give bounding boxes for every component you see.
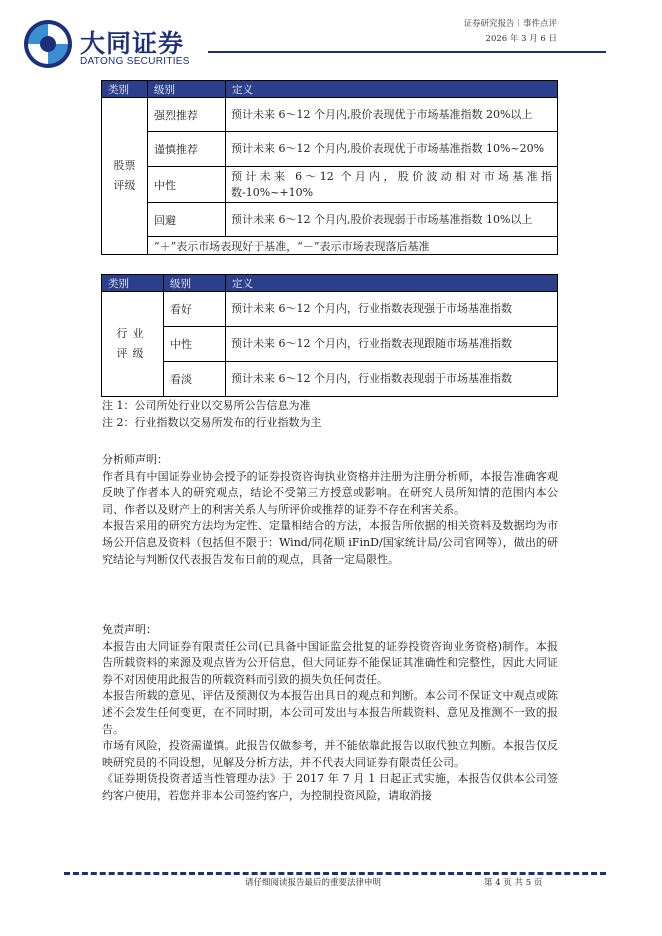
table-row [102, 167, 558, 203]
report-type: 证券研究报告｜事件点评 [463, 19, 557, 29]
page-number: 第 4 页 共 5 页 [484, 878, 543, 888]
table-notes [102, 398, 558, 431]
disclaimer-paragraph: 《证券期货投资者适当性管理办法》于 2017 年 7 月 1 日起正式实施，本报告仅供本公司签约客户使用，若您并非本公司签约客户，为控制投资风险，请取消接 [102, 772, 558, 802]
header-definition: 定义 [226, 81, 558, 98]
header-category: 类别 [102, 275, 164, 292]
analyst-paragraph: 作者具有中国证券业协会授予的证券投资咨询执业资格并注册为注册分析师，本报告准确客观反映了作者本人的研究观点，结论不受第三方授意或影响。在研究人员所知情的范围内本公司、作者以及财产上的利害关系人与所评价或推荐的证券不存在利害关系。 [102, 469, 558, 516]
header-level: 级别 [164, 275, 226, 292]
category-cell [102, 98, 148, 255]
table-row [102, 292, 558, 327]
note-1: 注 1：公司所处行业以交易所公告信息为准 [102, 399, 311, 412]
table-note-row [102, 237, 558, 255]
category-cell [102, 292, 164, 397]
datong-logo-icon [22, 18, 74, 70]
header-definition: 定义 [226, 275, 558, 292]
level-cell: 中性 [164, 327, 226, 362]
disclaimer-title: 免责声明： [102, 623, 157, 636]
disclaimer-paragraph: 本报告由大同证券有限责任公司(已具备中国证监会批复的证券投资咨询业务资格)制作。本报告所载资料的来源及观点皆为公开信息，但大同证券不能保证其准确性和完整性，因此大同证券不对因使用此报告的所载资料而引致的损失负任何责任。 [102, 639, 558, 686]
definition-cell: 预计未来 6～12 个月内，行业指数表现跟随市场基准指数 [226, 327, 558, 362]
category-label: 行业评级 [116, 327, 149, 360]
table-row [102, 203, 558, 237]
level-cell: 强烈推荐 [148, 98, 226, 132]
disclaimer-paragraph: 本报告所载的意见、评估及预测仅为本报告出具日的观点和判断。本公司不保证文中观点或陈述不会发生任何变更，在不同时期，本公司可发出与本报告所载资料、意见及推测不一致的报告。 [102, 689, 558, 736]
disclaimer [102, 622, 558, 805]
disclaimer-paragraph: 市场有风险，投资需谨慎。此报告仅做参考，并不能依靠此报告以取代独立判断。本报告仅反映研究员的不同设想，见解及分析方法，并不代表大同证券有限责任公司。 [102, 739, 558, 769]
footer-divider [64, 872, 606, 875]
stock-rating-table [101, 80, 558, 255]
logo-chinese-name: 大同证券 [80, 29, 185, 58]
definition-cell: 预计未来 6～12 个月内，行业指数表现弱于市场基准指数 [226, 362, 558, 397]
header-category: 类别 [102, 81, 148, 98]
table-header-row [102, 81, 558, 98]
definition-cell: 预计未来 6～12 个月内,股价表现优于市场基准指数 10%~20% [226, 132, 558, 167]
table-row [102, 98, 558, 132]
table-note: “＋”表示市场表现好于基准，“－”表示市场表现落后基准 [148, 237, 558, 255]
report-meta [463, 17, 557, 47]
header-level: 级别 [148, 81, 226, 98]
definition-cell: 预计未来 6～12 个月内,股价表现弱于市场基准指数 10%以上 [226, 203, 558, 237]
footer-legal-notice: 请仔细阅读报告最后的重要法律申明 [245, 878, 382, 888]
analyst-statement-title: 分析师声明： [102, 453, 168, 466]
level-cell: 看好 [164, 292, 226, 327]
level-cell: 谨慎推荐 [148, 132, 226, 167]
table-row [102, 362, 558, 397]
level-cell: 中性 [148, 167, 226, 203]
table-row [102, 132, 558, 167]
header-rule [208, 51, 606, 53]
company-logo [22, 18, 222, 70]
report-date: 2026 年 3 月 6 日 [485, 34, 557, 44]
definition-cell: 预计未来 6～12 个月内，行业指数表现强于市场基准指数 [226, 292, 558, 327]
category-label: 股票评级 [113, 159, 136, 192]
definition-cell: 预计未来 6～12 个月内，股价波动相对市场基准指数-10%~+10% [226, 167, 558, 203]
industry-rating-table [101, 274, 558, 397]
level-cell: 回避 [148, 203, 226, 237]
definition-cell: 预计未来 6～12 个月内,股价表现优于市场基准指数 20%以上 [226, 98, 558, 132]
logo-english-name: DATONG SECURITIES [80, 56, 190, 67]
note-2: 注 2：行业指数以交易所发布的行业指数为主 [102, 415, 322, 429]
analyst-paragraph: 本报告采用的研究方法均为定性、定量相结合的方法，本报告所依据的相关资料及数据均为市场公开信息及资料（包括但不限于：Wind/同花顺 iFinD/国家统计局/公司官网等），做出的研究结论与判断仅代表报告发布日前的观点，具备一定局限性。 [102, 519, 558, 566]
analyst-statement [102, 452, 558, 568]
table-header-row [102, 275, 558, 292]
table-row [102, 327, 558, 362]
level-cell: 看淡 [164, 362, 226, 397]
